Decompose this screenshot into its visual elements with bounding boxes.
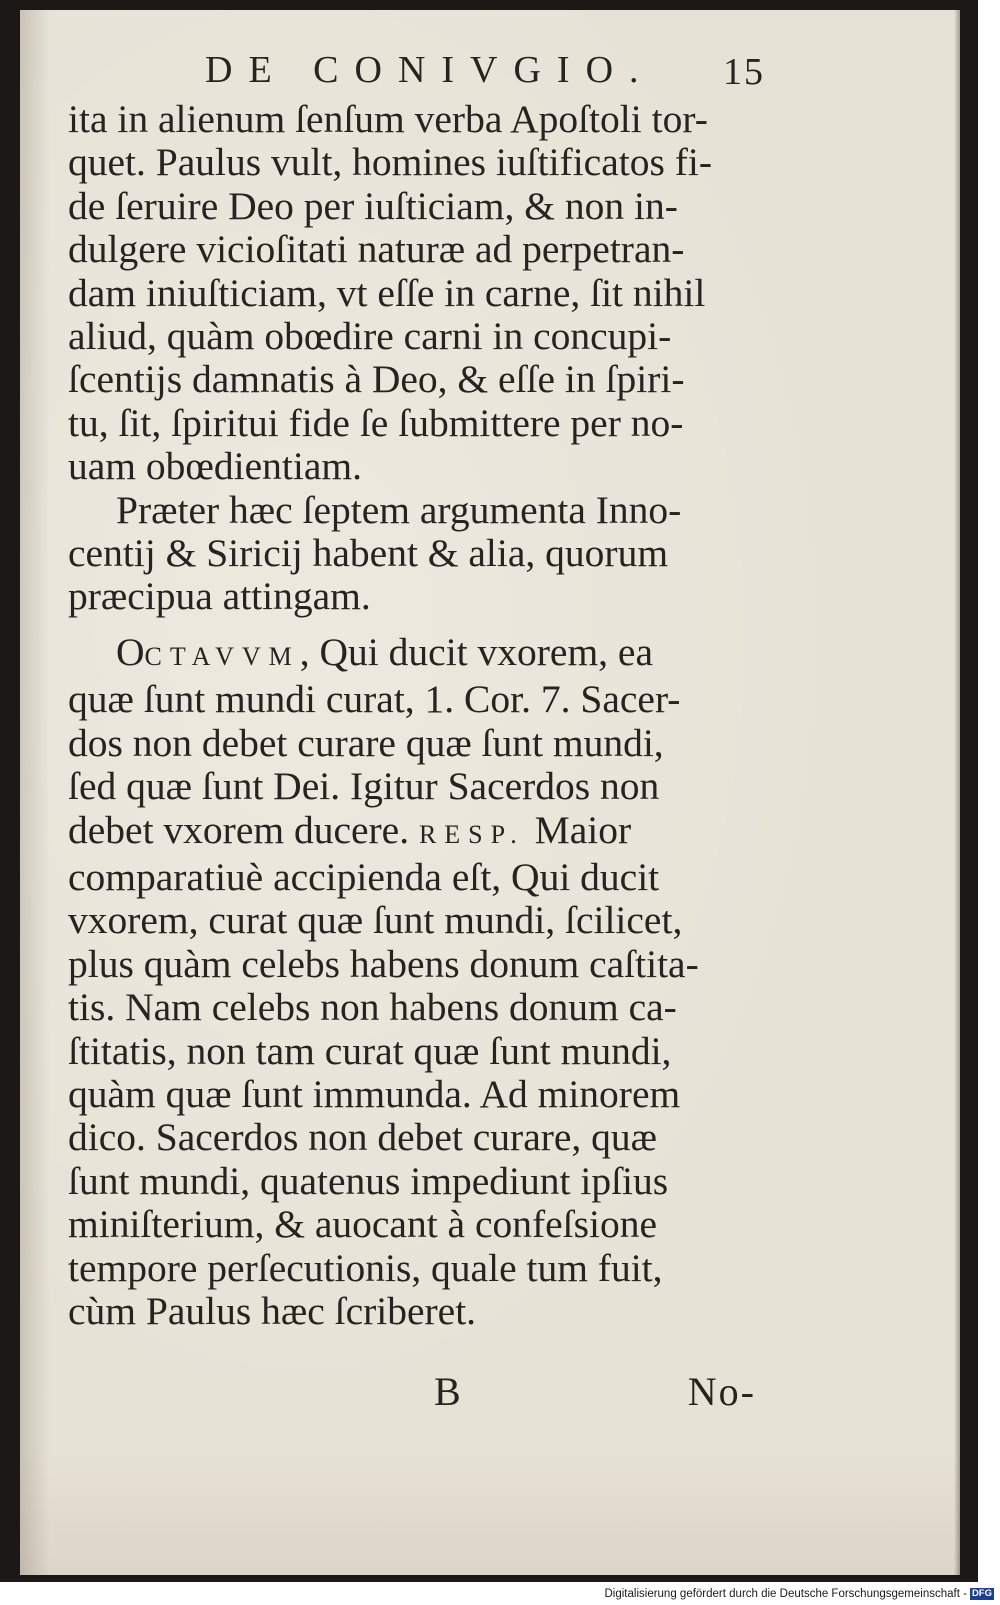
text-line: cùm Paulus hæc ſcriberet. xyxy=(68,1288,477,1333)
text-line: centij & Siricij habent & alia, quorum xyxy=(68,531,669,576)
text-line: Præter hæc ſeptem argumenta Inno- xyxy=(116,487,682,532)
catchword: No- xyxy=(687,1369,756,1414)
text-line: miniſterium, & auocant à confeſsione xyxy=(68,1202,658,1247)
text-line: , Qui ducit vxorem, ea xyxy=(299,629,653,674)
page-header xyxy=(205,48,765,100)
text-line: ſunt mundi, quatenus impediunt ipſius xyxy=(68,1158,669,1203)
text-line: ſed quæ ſunt Dei. Igitur Sacerdos non xyxy=(68,764,660,809)
text-line: ſcentijs damnatis à Deo, & eſſe in ſpiri- xyxy=(68,357,685,402)
text-line: tempore perſecutionis, quale tum fuit, xyxy=(68,1245,663,1290)
body-text xyxy=(68,98,756,1333)
text-line: præcipua attingam. xyxy=(68,574,371,619)
text-line: comparatiuè accipienda eſt, Qui ducit xyxy=(68,854,660,899)
resp-smallcaps: RESP. xyxy=(418,819,525,849)
running-title: DE CONIVGIO. xyxy=(205,49,655,91)
text-line: tis. Nam celebs non habens donum ca- xyxy=(68,985,677,1030)
text-line: dos non debet curare quæ ſunt mundi, xyxy=(68,720,664,765)
credit-text: Digitalisierung gefördert durch die Deutsche Forschungsgemeinschaft - xyxy=(604,1588,967,1601)
text-line: de ſeruire Deo per iuſticiam, & non in- xyxy=(68,183,678,228)
text-line: quàm quæ ſunt immunda. Ad minorem xyxy=(68,1071,681,1116)
page-number: 15 xyxy=(723,51,765,93)
text-line: aliud, quàm obœdire carni in concupi- xyxy=(68,314,672,359)
text-line: quæ ſunt mundi curat, 1. Cor. 7. Sacer- xyxy=(68,677,681,722)
text-line: vxorem, curat quæ ſunt mundi, ſcilicet, xyxy=(68,898,683,943)
text-line: dico. Sacerdos non debet curare, quæ xyxy=(68,1115,658,1160)
text-line: ſtitatis, non tam curat quæ ſunt mundi, xyxy=(68,1028,672,1073)
digitization-credit xyxy=(605,1588,995,1602)
text-line: Maior xyxy=(524,807,632,852)
signature-mark: B xyxy=(434,1369,461,1414)
paragraph-3 xyxy=(68,631,756,1334)
text-line: tu, ſit, ſpiritui fide ſe ſubmittere per no- xyxy=(68,400,684,445)
paragraph-1 xyxy=(68,98,756,489)
page-footer xyxy=(68,1368,756,1418)
text-line: debet vxorem ducere. xyxy=(68,807,410,852)
dfg-logo: DFG xyxy=(971,1588,992,1599)
text-line: ita in alienum ſenſum verba Apoſtoli tor- xyxy=(68,97,708,141)
octavum-smallcaps: CTAVVM xyxy=(144,641,300,671)
paragraph-2 xyxy=(68,489,756,619)
text-line: uam obœdientiam. xyxy=(68,444,362,489)
text-line: dam iniuſticiam, vt eſſe in carne, ſit nihil xyxy=(68,270,706,315)
initial-letter: O xyxy=(116,629,145,674)
page-edge-shadow xyxy=(954,10,960,1575)
text-line: plus quàm celebs habens donum caſtita- xyxy=(68,941,699,986)
text-line: dulgere vicioſitati naturæ ad perpetran- xyxy=(68,227,685,272)
text-line: quet. Paulus vult, homines iuſtificatos fi- xyxy=(68,140,712,185)
